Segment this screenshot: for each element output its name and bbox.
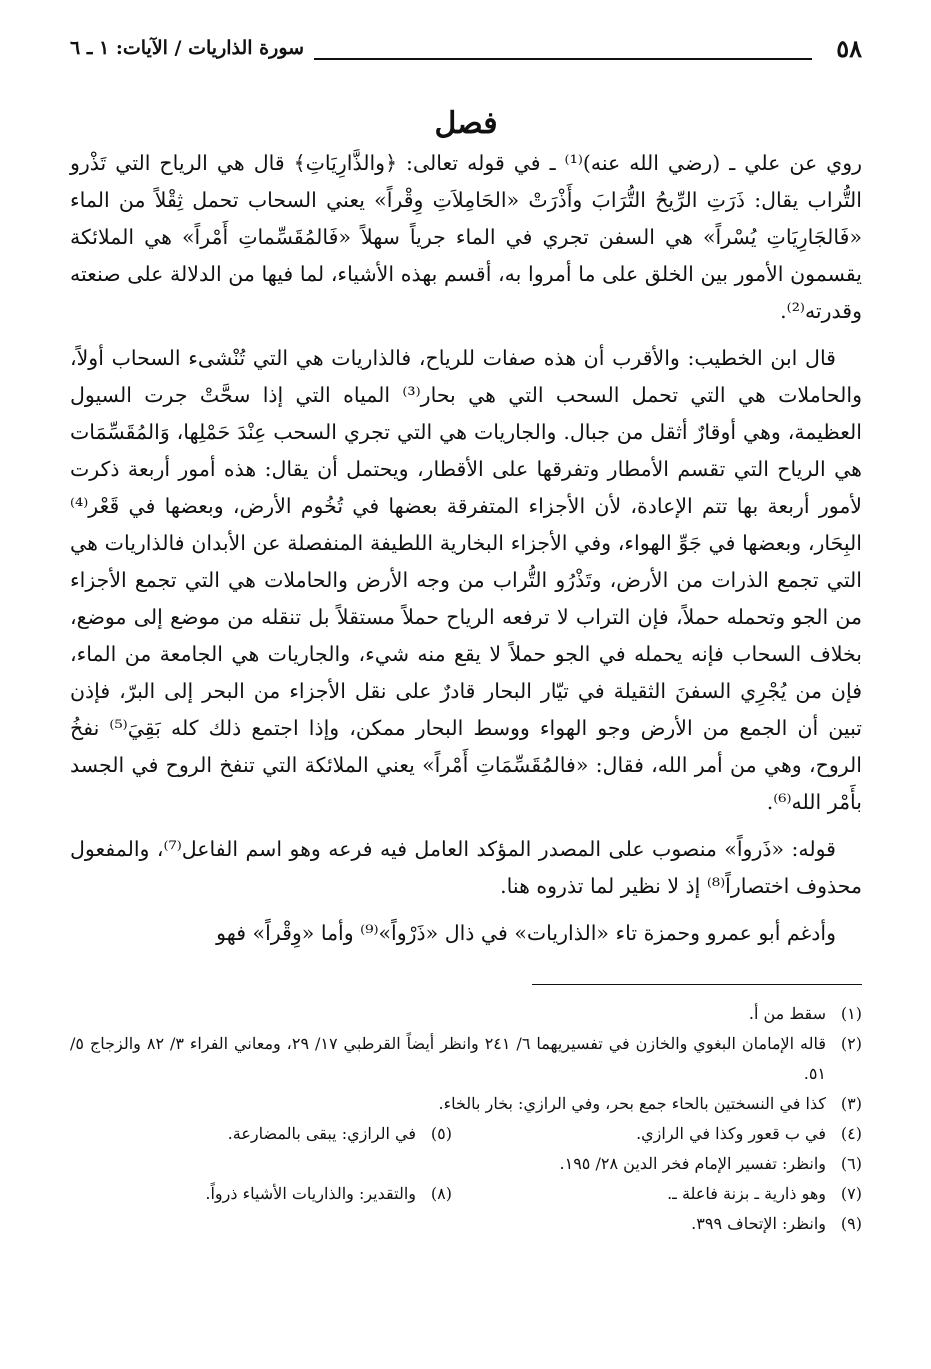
footnote-text: في الرازي: يبقى بالمضارعة. [227,1124,416,1143]
footnote-text: والتقدير: والذاريات الأشياء ذرواً. [205,1184,416,1203]
footnote-text: وهو ذارية ـ بزنة فاعلة ـ. [667,1184,826,1203]
header-rule [314,58,812,60]
footnote-text: كذا في النسختين بالحاء جمع بحر، وفي الرازي: بخار بالخاء. [438,1094,826,1113]
footnote-number: (٥) [430,1124,452,1143]
footnote-4 [452,1119,862,1149]
footnote-text: سقط من أ. [748,1004,826,1023]
footnote-text: في ب قعور وكذا في الرازي. [636,1124,826,1143]
footnote-2 [70,1029,862,1089]
footnote-7 [452,1179,862,1209]
running-header [70,26,862,70]
footnote-number: (٨) [430,1184,452,1203]
paragraph-4: وأدغم أبو عمرو وحمزة تاء «الذاريات» في ذال «ذَرْواً»⁽⁹⁾ وأما «وِقْراً» فهو [216,921,836,945]
footnote-text: وانظر: تفسير الإمام فخر الدين ٢٨/ ١٩٥. [559,1154,826,1173]
paragraph-3: قوله: «ذَرواً» منصوب على المصدر المؤكد العامل فيه فرعه وهو اسم الفاعل⁽⁷⁾، والمفعول محذوف اختصاراً⁽⁸⁾ إذ لا نظير لما تذروه هنا. [70,837,862,898]
footnote-number: (٦) [840,1154,862,1173]
section-heading: فصل [434,106,498,141]
footnote-9 [70,1209,862,1239]
footnote-separator-wrap [70,962,862,999]
surah-title: سورة الذاريات / الآيات: ١ ـ ٦ [70,37,305,59]
footnote-5 [228,1119,452,1149]
footnote-3 [70,1089,862,1119]
page-number: ٥٨ [836,33,862,63]
main-text [70,145,862,952]
book-page [70,26,862,1239]
footnote-number: (١) [840,1004,862,1023]
footnote-text: قاله الإمامان البغوي والخازن في تفسيريهما ٦/ ٢٤١ وانظر أيضاً القرطبي ١٧/ ٢٩، ومعاني الفراء ٣/ ٨٢ والزجاج ٥/ ٥١. [70,1034,827,1083]
footnote-number: (٤) [840,1124,862,1143]
paragraph-2: قال ابن الخطيب: والأقرب أن هذه صفات للرياح، فالذاريات هي التي تُنْشىء السحاب أولاً، والحاملات هي التي تحمل السحب التي هي بحار⁽³⁾ المياه التي إذا سحَّتْ جرت السيول العظيمة، وهي أوقارٌ أثقل من جبال. والجاريات هي التي تجري السحب عِنْدَ حَمْلِها، وَالمُقَسِّمَات هي الرياح التي تقسم الأمطار وتفرقها على الأقطار، ويحتمل أن يقال: هذه أمور أربعة ذكرت لأمور أربعة بها تتم الإعادة، لأن الأجزاء المتفرقة بعضها في تُخُوم الأرض، وبعضها في قَعْر⁽⁴⁾ البِحَار، وبعضها في جَوِّ الهواء، وفي الأجزاء البخارية اللطيفة المنفصلة عن الأبدان فالذاريات هي التي تجمع الذرات من الأرض، وتَذْرُو التُّراب من وجه الأرض والحاملات هي التي تجمع الأجزاء من الجو وتحمله حملاً، فإن التراب لا ترفعه الرياح حملاً مستقلاً بل تنقله من موضع إلى موضع، بخلاف السحاب فإنه يحمله في الجو حملاً لا يقع منه شيء، والجاريات هي الجامعة من الماء، فإن من يُجْرِي السفنَ الثقيلة في تيّار البحار قادرٌ على نقل الأجزاء من البحر إلى البرّ، فإذن تبين أن الجمع من الأرض وجو الهواء ووسط البحار ممكن، وإذا اجتمع ذلك كله بَقِيَ⁽⁵⁾ نفخُ الروح، وهي من أمر الله، فقال: «فالمُقَسِّمَاتِ أَمْراً» يعني الملائكة التي تنفخ الروح في الجسد بأَمْر الله⁽⁶⁾. [70,346,862,814]
footnotes [70,999,862,1239]
footnote-row-7-8 [70,1179,862,1209]
footnote-separator [532,984,862,985]
footnote-8 [205,1179,452,1209]
footnote-6 [70,1149,862,1179]
footnote-number: (٣) [840,1094,862,1113]
footnote-row-4-5 [70,1119,862,1149]
footnote-1 [70,999,862,1029]
footnote-number: (٩) [840,1214,862,1233]
footnote-text: وانظر: الإتحاف ٣٩٩. [691,1214,826,1233]
paragraph-1: روي عن علي ـ (رضي الله عنه)⁽¹⁾ ـ في قوله تعالى: ﴿والذَّارِيَاتِ﴾ قال هي الرياح التي تَذْرو التُّراب يقال: ذَرَتِ الرِّيحُ التُّرَابَ وأَذْرَتْ «الحَامِلاَتِ وِقْراً» يعني السحاب تحمل ثِقْلاً من الماء «فَالجَارِيَاتِ يُسْراً» هي السفن تجري في الماء جرياً سهلاً «فَالمُقَسِّماتِ أَمْراً» هي الملائكة يقسمون الأمور بين الخلق على ما أمروا به، أقسم بهذه الأشياء، لما فيها من الدلالة على صنعته وقدرته⁽²⁾. [70,151,862,323]
footnote-number: (٢) [840,1034,862,1053]
footnote-number: (٧) [840,1184,862,1203]
